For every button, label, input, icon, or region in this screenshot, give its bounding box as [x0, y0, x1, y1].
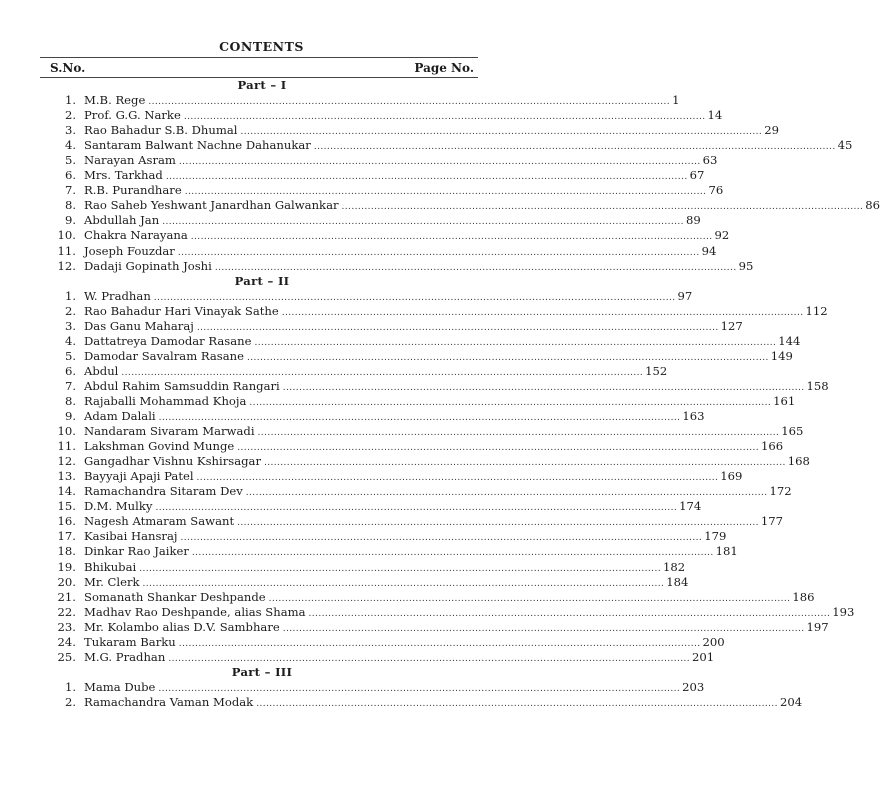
dot-leader: ................................................................................................................................................................	[282, 382, 805, 393]
entry-name: Ramachandra Sitaram Dev	[84, 484, 243, 499]
dot-leader: ................................................................................................................................................................	[180, 533, 703, 544]
dot-leader: ................................................................................................................................................................	[214, 262, 737, 273]
entry-number: 4.	[64, 333, 76, 348]
contents-entry	[50, 303, 828, 319]
entry-number: 11.	[57, 243, 76, 258]
dot-leader: ................................................................................................................................................................	[263, 458, 786, 469]
dot-leader: ................................................................................................................................................................	[148, 97, 671, 108]
entry-number: 13.	[57, 469, 76, 484]
dot-leader: ................................................................................................................................................................	[196, 473, 719, 484]
entry-page-number: 89	[685, 213, 701, 228]
contents-entry	[50, 679, 705, 695]
contents-entry	[50, 123, 779, 138]
entry-number: 18.	[57, 544, 76, 559]
entry-page-number: 193	[832, 604, 855, 619]
entry-name: Adam Dalali	[84, 409, 156, 424]
contents-entry	[50, 634, 725, 650]
entry-page-number: 181	[715, 544, 738, 559]
contents-entry	[50, 649, 715, 665]
entry-number: 10.	[57, 228, 76, 243]
entry-number: 9.	[64, 213, 76, 228]
entry-number: 23.	[57, 619, 76, 634]
dot-leader: ................................................................................................................................................................	[162, 217, 684, 228]
entry-number: 5.	[64, 153, 76, 168]
sno-column-header: S.No.	[50, 61, 86, 75]
contents-entry	[50, 213, 701, 228]
contents-entry	[50, 454, 810, 469]
contents-entry	[50, 168, 705, 183]
entry-number: 6.	[64, 363, 76, 378]
entry-name: Rao Bahadur S.B. Dhumal	[84, 123, 238, 138]
dot-leader: ................................................................................................................................................................	[341, 202, 864, 213]
entry-name: Ramachandra Vaman Modak	[84, 694, 254, 709]
entry-name: Rajaballi Mohammad Khoja	[84, 393, 247, 408]
contents-entry	[50, 559, 686, 575]
entry-page-number: 29	[764, 123, 779, 138]
part-heading: Part – II	[234, 273, 290, 288]
entry-number: 9.	[64, 409, 76, 424]
entry-name: Damodar Savalram Rasane	[84, 348, 244, 363]
dot-leader: ................................................................................................................................................................	[153, 292, 676, 303]
entry-page-number: 163	[682, 409, 705, 424]
entry-page-number: 112	[805, 303, 828, 318]
entry-page-number: 174	[679, 499, 702, 514]
page-column-header: Page No.	[414, 61, 474, 75]
entry-name: M.G. Pradhan	[84, 649, 166, 664]
entry-number: 22.	[57, 604, 76, 619]
dot-leader: ................................................................................................................................................................	[158, 683, 681, 694]
entry-page-number: 94	[701, 243, 717, 258]
entry-name: Madhav Rao Deshpande, alias Shama	[84, 604, 306, 619]
entry-name: Dinkar Rao Jaiker	[84, 544, 189, 559]
dot-leader: ................................................................................................................................................................	[165, 172, 688, 183]
entry-page-number: 144	[778, 333, 801, 348]
entry-page-number: 197	[806, 619, 829, 634]
dot-leader: ................................................................................................................................................................	[178, 638, 701, 649]
dot-leader: ................................................................................................................................................................	[142, 578, 665, 589]
entry-name: Gangadhar Vishnu Kshirsagar	[84, 454, 261, 469]
dot-leader: ................................................................................................................................................................	[121, 367, 644, 378]
entry-name: Abdullah Jan	[84, 213, 160, 228]
dot-leader: ................................................................................................................................................................	[237, 443, 760, 454]
dot-leader: ................................................................................................................................................................	[168, 653, 691, 664]
entry-number: 4.	[64, 138, 76, 153]
entry-number: 20.	[57, 574, 76, 589]
dot-leader: ................................................................................................................................................................	[183, 112, 706, 123]
entry-page-number: 179	[704, 529, 727, 544]
dot-leader: ................................................................................................................................................................	[281, 307, 804, 318]
entry-number: 15.	[57, 499, 76, 514]
contents-entry	[50, 288, 693, 304]
dot-leader: ................................................................................................................................................................	[282, 623, 805, 634]
entry-number: 10.	[57, 424, 76, 439]
entry-name: D.M. Mulky	[84, 499, 153, 514]
entry-page-number: 63	[702, 153, 718, 168]
dot-leader: ................................................................................................................................................................	[158, 413, 681, 424]
contents-entry	[50, 439, 784, 454]
contents-entry	[50, 138, 853, 153]
entry-number: 5.	[64, 348, 76, 363]
contents-entry	[50, 409, 705, 424]
entry-name: Rao Saheb Yeshwant Janardhan Galwankar	[84, 198, 339, 213]
entry-name: Mr. Kolambo alias D.V. Sambhare	[84, 619, 280, 634]
contents-entry	[50, 183, 724, 198]
contents-entry	[50, 228, 730, 243]
entry-name: Somanath Shankar Deshpande	[84, 589, 266, 604]
entry-page-number: 177	[760, 514, 783, 529]
entry-number: 8.	[64, 198, 76, 213]
entry-page-number: 97	[677, 288, 693, 303]
entry-page-number: 182	[662, 559, 686, 574]
entry-number: 7.	[64, 183, 76, 198]
contents-entry	[50, 694, 803, 710]
part-heading: Part – I	[237, 78, 287, 92]
entry-name: Abdul	[84, 363, 119, 378]
entry-name: Bayyaji Apaji Patel	[84, 469, 194, 484]
contents-entry	[50, 529, 727, 544]
dot-leader: ................................................................................................................................................................	[155, 503, 678, 514]
column-header	[50, 61, 474, 75]
contents-entry	[50, 363, 668, 379]
entry-number: 19.	[57, 559, 76, 574]
entry-number: 6.	[64, 168, 76, 183]
entry-number: 2.	[64, 108, 76, 123]
dot-leader: ................................................................................................................................................................	[191, 548, 714, 559]
contents-entry	[50, 333, 801, 349]
entry-name: Narayan Asram	[84, 153, 176, 168]
dot-leader: ................................................................................................................................................................	[249, 397, 772, 408]
dot-leader: ................................................................................................................................................................	[196, 322, 719, 333]
entry-number: 14.	[57, 484, 76, 499]
entry-name: Rao Bahadur Hari Vinayak Sathe	[84, 303, 279, 318]
entry-name: Kasibai Hansraj	[84, 529, 178, 544]
contents-entry	[50, 514, 783, 529]
contents-entry	[50, 243, 717, 259]
entry-page-number: 152	[645, 363, 668, 378]
entry-name: M.B. Rege	[84, 93, 146, 108]
contents-entry	[50, 108, 723, 123]
entry-number: 11.	[57, 439, 76, 454]
header-top-rule	[40, 57, 478, 58]
entry-name: W. Pradhan	[84, 288, 151, 303]
entry-number: 2.	[64, 303, 76, 318]
entry-page-number: 86	[865, 198, 880, 213]
entry-page-number: 67	[689, 168, 705, 183]
entry-name: Das Ganu Maharaj	[84, 318, 194, 333]
entry-number: 2.	[64, 694, 76, 709]
dot-leader: ................................................................................................................................................................	[177, 247, 700, 258]
contents-entry	[50, 544, 738, 559]
page-title: CONTENTS	[219, 39, 304, 54]
entry-page-number: 161	[773, 393, 796, 408]
entry-number: 3.	[64, 318, 76, 333]
entry-page-number: 203	[682, 679, 705, 694]
entry-number: 25.	[57, 649, 76, 664]
entry-name: Dattatreya Damodar Rasane	[84, 333, 252, 348]
entry-name: Bhikubai	[84, 559, 137, 574]
entry-page-number: 204	[779, 694, 803, 709]
entry-name: Abdul Rahim Samsuddin Rangari	[84, 378, 280, 393]
dot-leader: ................................................................................................................................................................	[313, 142, 836, 153]
entry-name: Lakshman Govind Munge	[84, 439, 235, 454]
entry-number: 16.	[57, 514, 76, 529]
entry-page-number: 166	[761, 439, 784, 454]
dot-leader: ................................................................................................................................................................	[245, 488, 768, 499]
entry-page-number: 14	[707, 108, 723, 123]
entry-name: Dadaji Gopinath Joshi	[84, 258, 212, 273]
entry-name: Joseph Fouzdar	[84, 243, 175, 258]
contents-entry	[50, 619, 829, 635]
contents-entry	[50, 589, 815, 605]
entry-name: Prof. G.G. Narke	[84, 108, 181, 123]
dot-leader: ................................................................................................................................................................	[308, 608, 831, 619]
contents-entry	[50, 604, 855, 620]
entry-number: 7.	[64, 378, 76, 393]
entry-number: 12.	[57, 258, 76, 273]
entry-name: Mr. Clerk	[84, 574, 140, 589]
contents-entry	[50, 393, 796, 409]
entry-page-number: 184	[666, 574, 689, 589]
entry-name: Tukaram Barku	[84, 634, 176, 649]
entry-page-number: 1	[672, 93, 680, 108]
entry-page-number: 200	[702, 634, 725, 649]
contents-entry	[50, 348, 793, 364]
entry-page-number: 76	[708, 183, 724, 198]
entry-page-number: 168	[787, 454, 810, 469]
entry-page-number: 127	[720, 318, 743, 333]
entry-name: Mama Dube	[84, 679, 156, 694]
entry-name: R.B. Purandhare	[84, 183, 182, 198]
dot-leader: ................................................................................................................................................................	[184, 187, 707, 198]
entry-page-number: 172	[769, 484, 792, 499]
entry-name: Chakra Narayana	[84, 228, 188, 243]
entry-number: 1.	[64, 288, 76, 303]
contents-entry	[50, 153, 718, 168]
entry-number: 3.	[64, 123, 76, 138]
entry-number: 12.	[57, 454, 76, 469]
contents-entry	[50, 574, 689, 590]
dot-leader: ................................................................................................................................................................	[247, 352, 769, 363]
entry-page-number: 165	[781, 424, 804, 439]
part-heading: Part – III	[231, 664, 293, 679]
entry-number: 24.	[57, 634, 76, 649]
dot-leader: ................................................................................................................................................................	[254, 337, 777, 348]
dot-leader: ................................................................................................................................................................	[190, 232, 713, 243]
dot-leader: ................................................................................................................................................................	[178, 157, 701, 168]
entry-page-number: 149	[770, 348, 793, 363]
contents-entry	[50, 258, 754, 274]
entry-number: 21.	[57, 589, 76, 604]
contents-entry	[50, 198, 880, 213]
entry-name: Mrs. Tarkhad	[84, 168, 163, 183]
entry-number: 1.	[64, 93, 76, 108]
entry-page-number: 186	[792, 589, 815, 604]
contents-entry	[50, 484, 792, 499]
dot-leader: ................................................................................................................................................................	[139, 563, 661, 574]
contents-entry	[50, 378, 829, 394]
entry-page-number: 95	[738, 258, 754, 273]
dot-leader: ................................................................................................................................................................	[237, 518, 759, 529]
contents-entry	[50, 469, 743, 484]
dot-leader: ................................................................................................................................................................	[256, 698, 778, 709]
entry-name: Nagesh Atmaram Sawant	[84, 514, 235, 529]
entry-number: 1.	[64, 679, 76, 694]
dot-leader: ................................................................................................................................................................	[268, 593, 791, 604]
entry-number: 17.	[57, 529, 76, 544]
contents-entry	[50, 318, 743, 334]
entry-page-number: 201	[692, 649, 715, 664]
contents-list	[50, 78, 880, 710]
entry-page-number: 169	[720, 469, 743, 484]
entry-name: Santaram Balwant Nachne Dahanukar	[84, 138, 311, 153]
entry-page-number: 92	[714, 228, 730, 243]
dot-leader: ................................................................................................................................................................	[240, 127, 763, 138]
entry-page-number: 158	[806, 378, 829, 393]
dot-leader: ................................................................................................................................................................	[257, 428, 780, 439]
contents-entry	[50, 424, 804, 439]
entry-number: 8.	[64, 393, 76, 408]
entry-page-number: 45	[837, 138, 853, 153]
entry-name: Nandaram Sivaram Marwadi	[84, 424, 255, 439]
contents-entry	[50, 499, 702, 514]
contents-entry	[50, 93, 680, 108]
